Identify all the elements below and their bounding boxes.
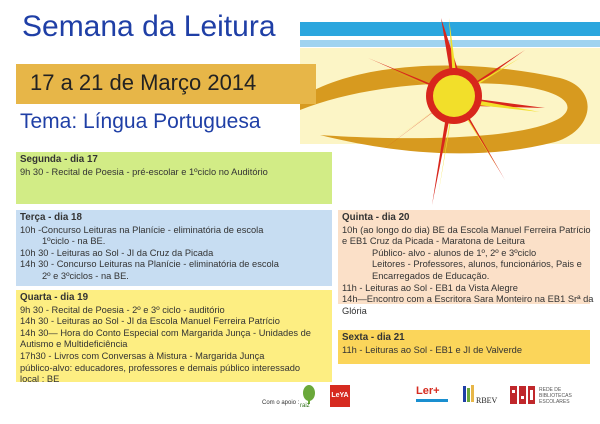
schedule-line: 11h - Leituras ao Sol - EB1 da Vista Alegre (342, 282, 518, 293)
schedule-line: público-alvo: educadores, professores e demais público interessado (20, 362, 301, 373)
schedule-line: 10h 30 - Leituras ao Sol - JI da Cruz da Picada (20, 247, 214, 258)
schedule-line: Leitores - Professores, alunos, funcionários, Pais e (372, 259, 582, 270)
day-heading-wednesday: Quarta - dia 19 (20, 292, 89, 303)
schedule-box-thursday (338, 210, 594, 316)
raiz-logo (300, 384, 318, 410)
rbe-logo-text: REDE DE BIBLIOTECAS ESCOLARES (539, 387, 572, 405)
schedule-line: 10h -Concurso Leituras na Planície - eliminatória de escola (20, 224, 264, 235)
event-dates: 17 a 21 de Março 2014 (30, 70, 257, 95)
rbev-logo-text: RBEV (476, 396, 498, 405)
raiz-logo-text: raiz (300, 403, 310, 409)
schedule-box-tuesday (16, 210, 332, 286)
rbev-logo (462, 384, 496, 410)
leya-logo: LeYA (330, 385, 350, 407)
schedule-line: 2º e 3ºciclos - na BE. (42, 270, 129, 281)
ler-plus-underline (416, 399, 448, 402)
schedule-line: 9h 30 - Recital de Poesia - 2º e 3º ciclo - auditório (20, 304, 225, 315)
support-label: Com o apoio : (262, 400, 300, 406)
schedule-line: 10h (ao longo do dia) BE da Escola Manuel Ferreira Patrício (342, 224, 591, 235)
schedule-line: 14h 30 - Leituras ao Sol - JI da Escola Manuel Ferreira Patrício (20, 316, 280, 327)
schedule-line: 17h30 - Livros com Conversas à Mistura - Margarida Junça (20, 350, 265, 361)
schedule-line: 11h - Leituras ao Sol - EB1 e JI de Valverde (342, 344, 523, 355)
schedule-line: Público- alvo - alunos de 1º, 2º e 3ºciclo (372, 247, 537, 258)
ler-plus-logo: Ler+ (416, 385, 440, 397)
schedule-line: 14h 30— Hora do Conto Especial com Margarida Junça - Unidades de (20, 327, 311, 338)
schedule-line: 14h 30 - Concurso Leituras na Planície - eliminatória de escola (20, 259, 279, 270)
day-heading-friday: Sexta - dia 21 (342, 332, 405, 343)
day-heading-monday: Segunda - dia 17 (20, 154, 98, 165)
schedule-line: local : BE (20, 374, 60, 385)
day-heading-tuesday: Terça - dia 18 (20, 212, 82, 223)
schedule-line: e EB1 Cruz da Picada - Maratona de Leitura (342, 236, 525, 247)
schedule-box-wednesday (16, 290, 332, 385)
schedule-box-monday (16, 152, 332, 204)
day-heading-thursday: Quinta - dia 20 (342, 212, 410, 223)
schedule-line: Autismo e Multideficiência (20, 339, 128, 350)
schedule-line: 9h 30 - Recital de Poesia - pré-escolar e 1ºciclo no Auditório (20, 166, 268, 177)
blue-stripes (300, 22, 600, 47)
schedule-line: Encarregados de Educação. (372, 270, 490, 281)
schedule-line: Glória (342, 305, 367, 316)
page-title: Semana da Leitura (22, 10, 276, 43)
schedule-line: 14h—Encontro com a Escritora Sara Monteiro na EB1 Srª da (342, 294, 594, 305)
rbe-logo (510, 386, 590, 408)
schedule-box-friday (338, 330, 590, 364)
event-theme: Tema: Língua Portuguesa (20, 110, 261, 133)
schedule-line: 1ºciclo - na BE. (42, 236, 106, 247)
book-stack-icon (462, 384, 476, 404)
rbe-mark-icon (510, 386, 536, 404)
